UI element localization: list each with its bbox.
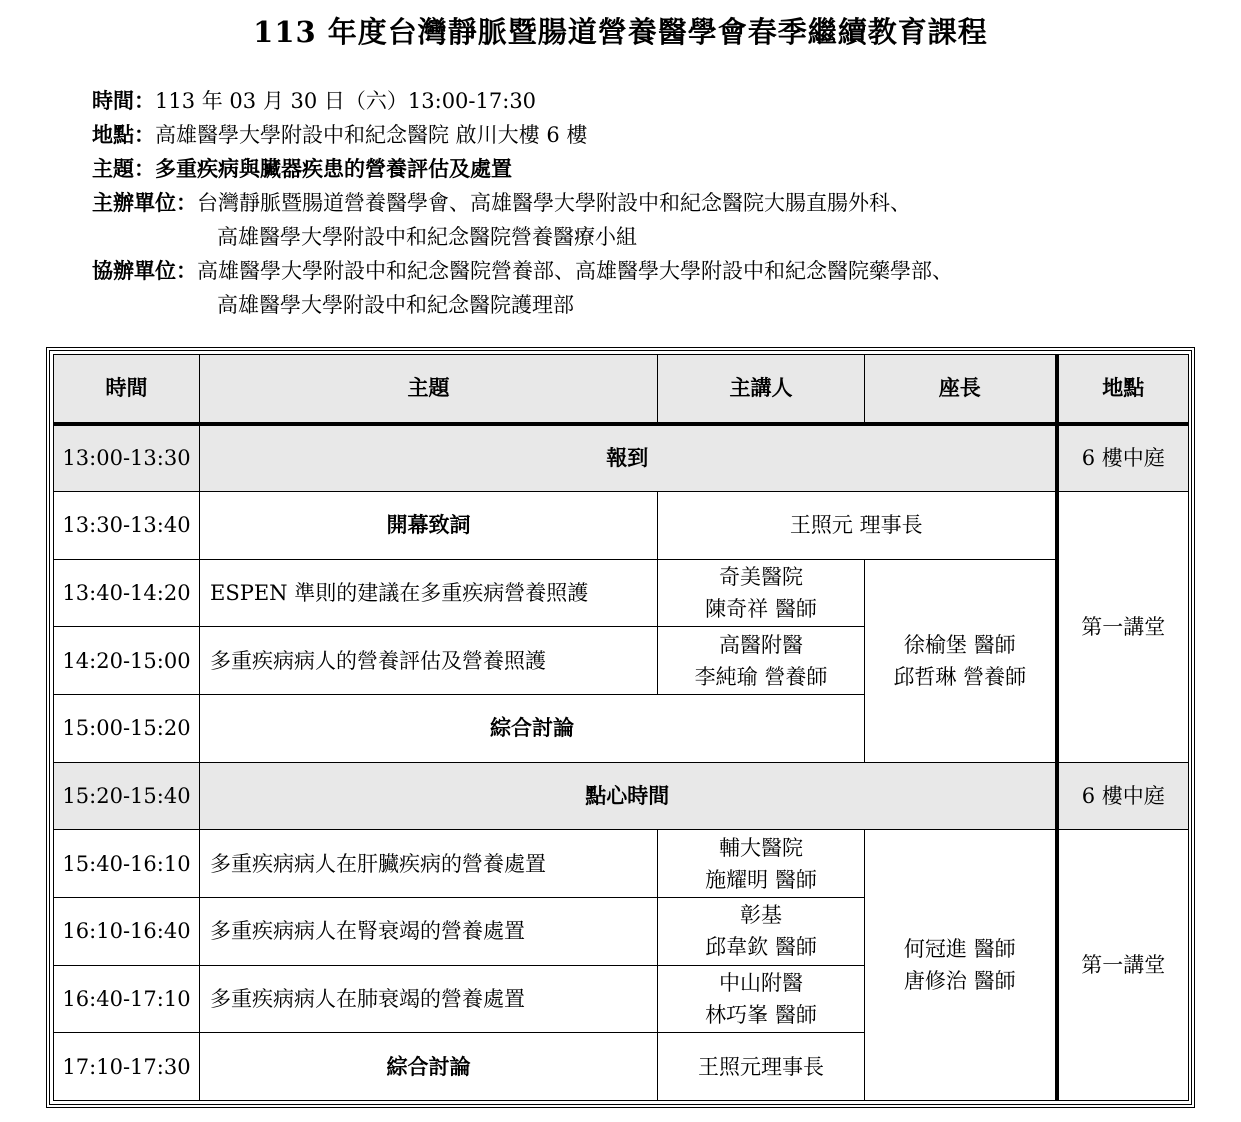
- row-time: 13:30-13:40: [54, 491, 200, 559]
- page-title: 113 年度台灣靜脈暨腸道營養醫學會春季繼續教育課程: [253, 15, 988, 49]
- row-speaker: 王照元 理事長: [658, 491, 1057, 559]
- speaker-name: 施耀明 醫師: [705, 867, 817, 892]
- row-topic: ESPEN 準則的建議在多重疾病營養照護: [200, 559, 658, 627]
- schedule-table: [53, 354, 1189, 1101]
- row-place: 6 樓中庭: [1057, 424, 1189, 492]
- speaker-name: 李純瑜 營養師: [694, 664, 828, 689]
- header-time: 時間: [54, 355, 200, 424]
- table-row: [54, 424, 1189, 492]
- info-organizer-cont: [92, 220, 953, 254]
- header-place: 地點: [1057, 355, 1189, 424]
- row-time: 13:00-13:30: [54, 424, 200, 492]
- row-time: 17:10-17:30: [54, 1033, 200, 1101]
- chair-name: 邱哲琳 營養師: [893, 664, 1027, 689]
- row-place: 6 樓中庭: [1057, 762, 1189, 830]
- info-organizer: [92, 186, 953, 220]
- row-time: 16:10-16:40: [54, 897, 200, 965]
- row-topic: 多重疾病病人在肺衰竭的營養處置: [200, 965, 658, 1033]
- info-time: [92, 84, 953, 118]
- chair-cell-2: [865, 830, 1057, 1101]
- chair-name: 唐修治 醫師: [903, 969, 1016, 994]
- speaker-org: 彰基: [740, 903, 782, 928]
- speaker-name: 林巧峯 醫師: [705, 1002, 817, 1027]
- speaker-name: 陳奇祥 醫師: [705, 596, 817, 621]
- row-time: 15:00-15:20: [54, 694, 200, 762]
- table-row: [54, 559, 1189, 627]
- table-row: [54, 830, 1189, 898]
- header-speaker: 主講人: [658, 355, 865, 424]
- row-time: 16:40-17:10: [54, 965, 200, 1033]
- row-time: 15:40-16:10: [54, 830, 200, 898]
- row-time: 15:20-15:40: [54, 762, 200, 830]
- info-place: [92, 118, 953, 152]
- organizer-line1: 台灣靜脈暨腸道營養醫學會、高雄醫學大學附設中和紀念醫院大腸直腸外科、: [197, 191, 911, 215]
- event-info: [92, 84, 953, 322]
- row-speaker: [658, 559, 865, 627]
- row-time: 14:20-15:00: [54, 627, 200, 695]
- row-topic: 報到: [200, 424, 1057, 492]
- speaker-org: 高醫附醫: [719, 632, 803, 657]
- row-topic: 綜合討論: [200, 694, 865, 762]
- time-value: 113 年 03 月 30 日（六）13:00-17:30: [155, 89, 537, 113]
- row-topic: 點心時間: [200, 762, 1057, 830]
- organizer-label: 主辦單位：: [92, 190, 197, 215]
- row-speaker: [658, 965, 865, 1033]
- place-label: 地點：: [92, 122, 155, 147]
- chair-name: 何冠進 醫師: [903, 937, 1016, 962]
- row-topic: 多重疾病病人的營養評估及營養照護: [200, 627, 658, 695]
- info-coorganizer: [92, 254, 953, 288]
- row-topic: 多重疾病病人在腎衰竭的營養處置: [200, 897, 658, 965]
- info-topic: [92, 152, 953, 186]
- place-cell-2: 第一講堂: [1057, 830, 1189, 1101]
- row-speaker: [658, 627, 865, 695]
- topic-value: 多重疾病與臟器疾患的營養評估及處置: [155, 156, 512, 181]
- table-row: [54, 762, 1189, 830]
- row-time: 13:40-14:20: [54, 559, 200, 627]
- row-speaker: [658, 830, 865, 898]
- speaker-org: 輔大醫院: [719, 835, 803, 860]
- table-row: [54, 491, 1189, 559]
- place-value: 高雄醫學大學附設中和紀念醫院 啟川大樓 6 樓: [155, 123, 588, 147]
- chair-cell-1: [865, 559, 1057, 762]
- time-label: 時間：: [92, 88, 155, 113]
- speaker-org: 奇美醫院: [719, 564, 803, 589]
- speaker-org: 中山附醫: [719, 970, 803, 995]
- row-topic: 綜合討論: [200, 1033, 658, 1101]
- chair-name: 徐榆堡 醫師: [903, 632, 1016, 657]
- row-speaker: [658, 897, 865, 965]
- row-speaker: 王照元理事長: [658, 1033, 865, 1101]
- table-header-row: [54, 355, 1189, 424]
- row-topic: 多重疾病病人在肝臟疾病的營養處置: [200, 830, 658, 898]
- coorganizer-line1: 高雄醫學大學附設中和紀念醫院營養部、高雄醫學大學附設中和紀念醫院藥學部、: [197, 259, 953, 283]
- topic-label: 主題：: [92, 156, 155, 181]
- info-coorganizer-cont: [92, 288, 953, 322]
- header-topic: 主題: [200, 355, 658, 424]
- organizer-line2: 高雄醫學大學附設中和紀念醫院營養醫療小組: [217, 225, 637, 249]
- speaker-name: 邱韋欽 醫師: [705, 935, 817, 960]
- coorganizer-line2: 高雄醫學大學附設中和紀念醫院護理部: [217, 293, 574, 317]
- header-chair: 座長: [865, 355, 1057, 424]
- coorganizer-label: 協辦單位：: [92, 258, 197, 283]
- place-cell-1: 第一講堂: [1057, 491, 1189, 762]
- row-topic: 開幕致詞: [200, 491, 658, 559]
